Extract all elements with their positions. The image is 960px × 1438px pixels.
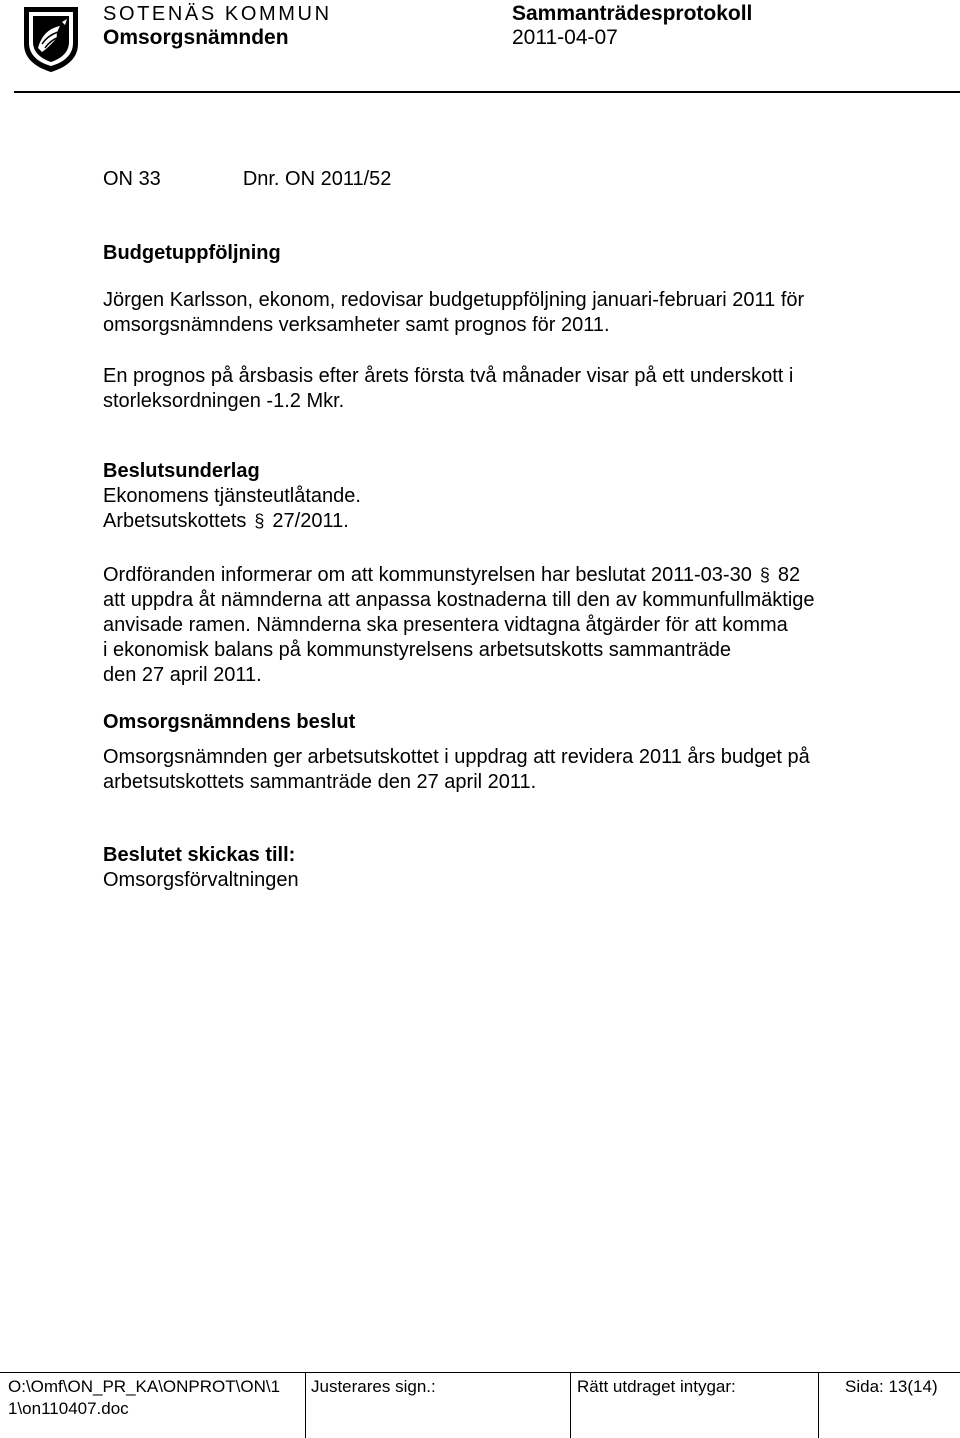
forecast-line: En prognos på årsbasis efter årets första två månader visar på ett underskott i bbox=[103, 365, 794, 387]
organization-name: SOTENÄS KOMMUN bbox=[103, 3, 332, 25]
file-path-line: O:\Omf\ON_PR_KA\ONPROT\ON\1 bbox=[8, 1377, 281, 1396]
intro-line: omsorgsnämndens verksamheter samt prognos för 2011. bbox=[103, 314, 610, 336]
committee-name: Omsorgsnämnden bbox=[103, 26, 289, 49]
case-reference bbox=[103, 167, 903, 192]
basis-item-ref: 27/2011. bbox=[272, 510, 349, 532]
forecast-paragraph bbox=[103, 364, 903, 414]
chair-line bbox=[103, 563, 903, 588]
paragraph-sign: § bbox=[759, 565, 770, 585]
distribution-recipient: Omsorgsförvaltningen bbox=[103, 869, 299, 891]
footer-column-divider bbox=[305, 1372, 306, 1438]
intro-paragraph bbox=[103, 288, 903, 338]
file-path-line: 1\on110407.doc bbox=[8, 1399, 129, 1418]
meeting-date: 2011-04-07 bbox=[512, 26, 618, 49]
intro-line: Jörgen Karlsson, ekonom, redovisar budgetuppföljning januari-februari 2011 för bbox=[103, 289, 805, 311]
distribution-heading: Beslutet skickas till: bbox=[103, 844, 296, 866]
dnr-number: Dnr. ON 2011/52 bbox=[242, 168, 392, 190]
decision-heading: Omsorgsnämndens beslut bbox=[103, 711, 356, 733]
justifier-signature-label: Justerares sign.: bbox=[311, 1377, 436, 1396]
header-divider bbox=[14, 91, 960, 93]
chair-line: anvisade ramen. Nämnderna ska presentera vidtagna åtgärder för att komma bbox=[103, 614, 788, 636]
basis-heading: Beslutsunderlag bbox=[103, 460, 260, 482]
footer-divider bbox=[0, 1372, 960, 1373]
footer-column-divider bbox=[570, 1372, 571, 1438]
chair-line: att uppdra åt nämnderna att anpassa kostnaderna till den av kommunfullmäktige bbox=[103, 589, 815, 611]
chair-line: i ekonomisk balans på kommunstyrelsens arbetsutskotts sammanträde bbox=[103, 639, 732, 661]
section-label: ON bbox=[103, 168, 133, 190]
basis-item: Ekonomens tjänsteutlåtande. bbox=[103, 485, 361, 507]
decision-line: arbetsutskottets sammanträde den 27 april 2011. bbox=[103, 771, 537, 793]
chair-line-ref: 82 bbox=[777, 564, 801, 586]
basis-item-prefix: Arbetsutskottets bbox=[103, 510, 247, 532]
case-title: Budgetuppföljning bbox=[103, 242, 281, 264]
municipal-crest-icon bbox=[20, 4, 82, 74]
page-number: Sida: 13(14) bbox=[845, 1377, 938, 1396]
committee-decision bbox=[103, 710, 903, 795]
decision-basis bbox=[103, 459, 903, 534]
forecast-line: storleksordningen -1.2 Mkr. bbox=[103, 390, 345, 412]
chair-information bbox=[103, 563, 903, 688]
chair-line: den 27 april 2011. bbox=[103, 664, 262, 686]
footer-column-divider bbox=[818, 1372, 819, 1438]
section-number: 33 bbox=[138, 168, 161, 190]
footer-file-path bbox=[8, 1376, 280, 1420]
distribution-list bbox=[103, 843, 903, 893]
extract-certification-label: Rätt utdraget intygar: bbox=[577, 1377, 736, 1396]
decision-line: Omsorgsnämnden ger arbetsutskottet i uppdrag att revidera 2011 års budget på bbox=[103, 746, 810, 768]
document-type: Sammanträdesprotokoll bbox=[512, 2, 753, 25]
chair-line-prefix: Ordföranden informerar om att kommunstyrelsen har beslutat 2011-03-30 bbox=[103, 564, 752, 586]
basis-item bbox=[103, 509, 903, 534]
paragraph-sign: § bbox=[254, 511, 265, 531]
